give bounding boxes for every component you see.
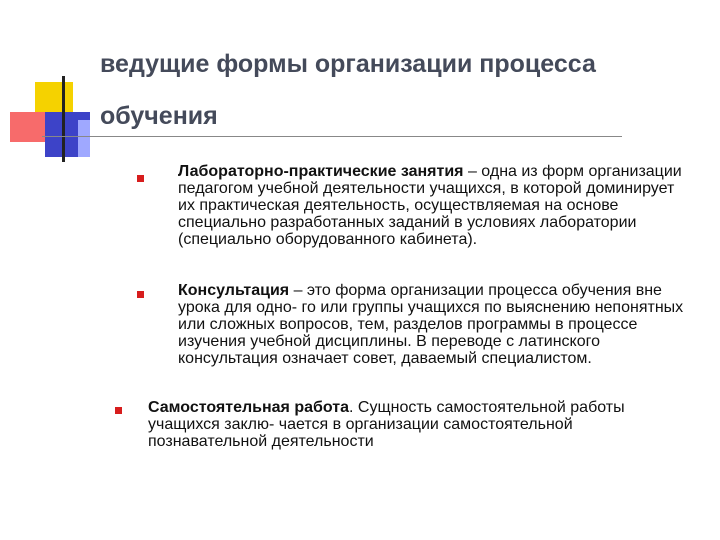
bullet-square-icon [137,175,144,182]
item-text: – одна из форм организации педагогом учебной деятельности учащихся, в которой доминирует их практическая деятельность, осуществляемая на основе специально разработанных заданий в условиях лаборатории (специально оборудованного кабинета). [178,163,682,248]
bullet-square-icon [115,407,122,414]
slide-title: ведущие формы организации процесса обучения [100,50,596,130]
bullet-square-icon [137,291,144,298]
item-text: . Сущность самостоятельной работы учащихся заклю- чается в организации самостоятельной познавательной деятельности [148,399,625,450]
item-term: Лабораторно-практические занятия [178,163,464,180]
decor-blue-highlight [78,120,90,157]
list-item-consultation [178,282,698,367]
item-text: – это форма организации процесса обучения вне урока для одно- го или группы учащихся по выяснению непонятных или сложных вопросов, тем, разделов программы в процессе изучения учебной дисциплины. В переводе с латинского консультация означает совет, даваемый специалистом. [178,282,684,367]
item-term: Самостоятельная работа [148,399,349,416]
item-term: Консультация [178,282,290,299]
list-item-independent-work [148,399,688,450]
decor-vertical-line [62,76,65,162]
list-item-lab-practice [178,163,688,248]
